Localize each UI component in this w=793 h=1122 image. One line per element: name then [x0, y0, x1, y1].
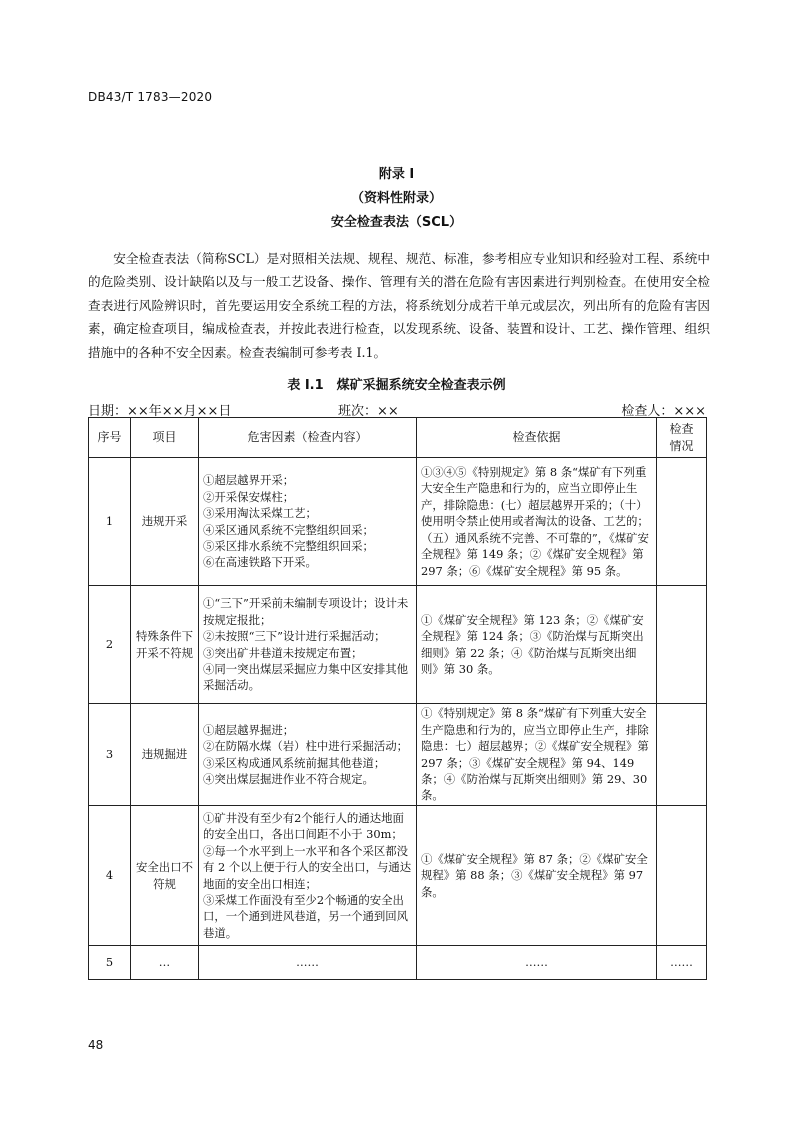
row-no: 5 [89, 946, 131, 980]
hazard-line: ③采区构成通风系统前掘其他巷道； [203, 755, 386, 770]
hazard-line: ①“三下”开采前未编制专项设计；设计未按规定报批； [203, 596, 409, 627]
table-row [89, 806, 707, 946]
row-no: 3 [89, 704, 131, 806]
header-status-line2: 情况 [669, 438, 694, 453]
header-status-line1: 检查 [669, 422, 694, 437]
row-basis: ①《煤矿安全规程》第 123 条；②《煤矿安全规程》第 124 条；③《防治煤与瓦斯突出细则》第 22 条；④《防治煤与瓦斯突出细则》第 30 条。 [417, 586, 657, 704]
hazard-line: ④突出煤层掘进作业不符合规定。 [203, 771, 374, 786]
safety-check-table [88, 417, 707, 980]
row-hazards: …… [199, 946, 417, 980]
row-status [657, 806, 707, 946]
hazard-line: ③突出矿井巷道未按规定布置； [203, 645, 363, 660]
hazard-line: ②每一个水平到上一水平和各个采区都没有 2 个以上便于行人的安全出口，与通达地面的安全出口相连； [203, 843, 412, 891]
row-no: 4 [89, 806, 131, 946]
hazard-line: ①矿井没有至少有2个能行人的通达地面的安全出口，各出口间距不小于 30m； [203, 810, 404, 842]
table-meta-row [88, 400, 706, 418]
standard-code: DB43/T 1783—2020 [88, 90, 213, 104]
inspection-date: 日期：××年××月××日 [88, 404, 232, 419]
row-status [657, 586, 707, 704]
row-no: 2 [89, 586, 131, 704]
row-item: 违规掘进 [131, 704, 199, 806]
row-status [657, 704, 707, 806]
hazard-line: ④采区通风系统不完整组织回采； [203, 522, 374, 537]
table-header-row [89, 418, 707, 458]
hazard-line: ①超层越界开采； [203, 473, 295, 488]
table-row [89, 946, 707, 980]
table-row [89, 704, 707, 806]
inspection-shift: 班次：×× [338, 404, 399, 419]
hazard-line: ②在防隔水煤（岩）柱中进行采掘活动； [203, 739, 409, 754]
header-status [657, 418, 707, 458]
row-basis: ①《特别规定》第 8 条“煤矿有下列重大安全生产隐患和行为的，应当立即停止生产，排除隐患：七）超层越界；②《煤矿安全规程》第 297 条；③《煤矿安全规程》第 94、149 条；④《防治煤与瓦斯突出细则》第 29、30 条。 [417, 704, 657, 806]
body-paragraph: 安全检查表法（简称SCL）是对照相关法规、规程、规范、标准，参考相应专业知识和经验对工程、系统中的危险类别、设计缺陷以及与一般工艺设备、操作、管理有关的潜在危险有害因素进行判别检查。在使用安全检查表进行风险辨识时，首先要运用安全系统工程的方法，将系统划分成若干单元或层次，列出所有的危险有害因素，确定检查项目，编成检查表，并按此表进行检查，以发现系统、设备、装置和设计、工艺、操作管理、组织措施中的各种不安全因素。检查表编制可参考表 I.1。 [88, 251, 710, 360]
row-status [657, 458, 707, 586]
header-no: 序号 [89, 418, 131, 458]
hazard-line: ②开采保安煤柱； [203, 489, 295, 504]
row-hazards [199, 704, 417, 806]
hazard-line: ④同一突出煤层采掘应力集中区安排其他采掘活动。 [203, 661, 409, 693]
hazard-line: ③采煤工作面没有至少2个畅通的安全出口，一个通到进风巷道，另一个通到回风巷道。 [203, 892, 409, 940]
table-caption: 表 I.1 煤矿采掘系统安全检查表示例 [287, 378, 506, 393]
row-no: 1 [89, 458, 131, 586]
page-number: 48 [88, 1038, 104, 1052]
appendix-name: 安全检查表法（SCL） [330, 215, 463, 230]
row-basis: …… [417, 946, 657, 980]
row-item: … [131, 946, 199, 980]
row-hazards [199, 586, 417, 704]
row-basis: ①③④⑤《特别规定》第 8 条“煤矿有下列重大安全生产隐患和行为的，应当立即停止生产，排除隐患：(七）超层越界开采的；（十）使用明令禁止使用或者淘汰的设备、工艺的；（五）通风系统不完善、不可靠的”，《煤矿安全规程》第 149 条；②《煤矿安全规程》第 297 条；⑥《煤矿安全规程》第 95 条。 [417, 458, 657, 586]
row-item: 特殊条件下开采不符规 [131, 586, 199, 704]
hazard-line: ③采用淘汰采煤工艺； [203, 506, 317, 521]
body-text [88, 247, 710, 364]
row-basis: ①《煤矿安全规程》第 87 条；②《煤矿安全规程》第 88 条；③《煤矿安全规程》第 97 条。 [417, 806, 657, 946]
row-item: 违规开采 [131, 458, 199, 586]
hazard-line: ⑥在高速铁路下开采。 [203, 555, 317, 570]
header-item: 项目 [131, 418, 199, 458]
header-hazard: 危害因素（检查内容） [199, 418, 417, 458]
appendix-title: 附录 I [378, 167, 415, 182]
table-row [89, 586, 707, 704]
appendix-type: （资料性附录） [350, 191, 442, 206]
header-basis: 检查依据 [417, 418, 657, 458]
hazard-line: ⑤采区排水系统不完整组织回采； [203, 538, 374, 553]
row-hazards [199, 458, 417, 586]
hazard-line: ①超层越界掘进； [203, 722, 295, 737]
table-row [89, 458, 707, 586]
row-hazards [199, 806, 417, 946]
inspector: 检查人：××× [621, 404, 706, 419]
hazard-line: ②未按照“三下”设计进行采掘活动； [203, 629, 386, 644]
row-item: 安全出口不符规 [131, 806, 199, 946]
row-status: …… [657, 946, 707, 980]
